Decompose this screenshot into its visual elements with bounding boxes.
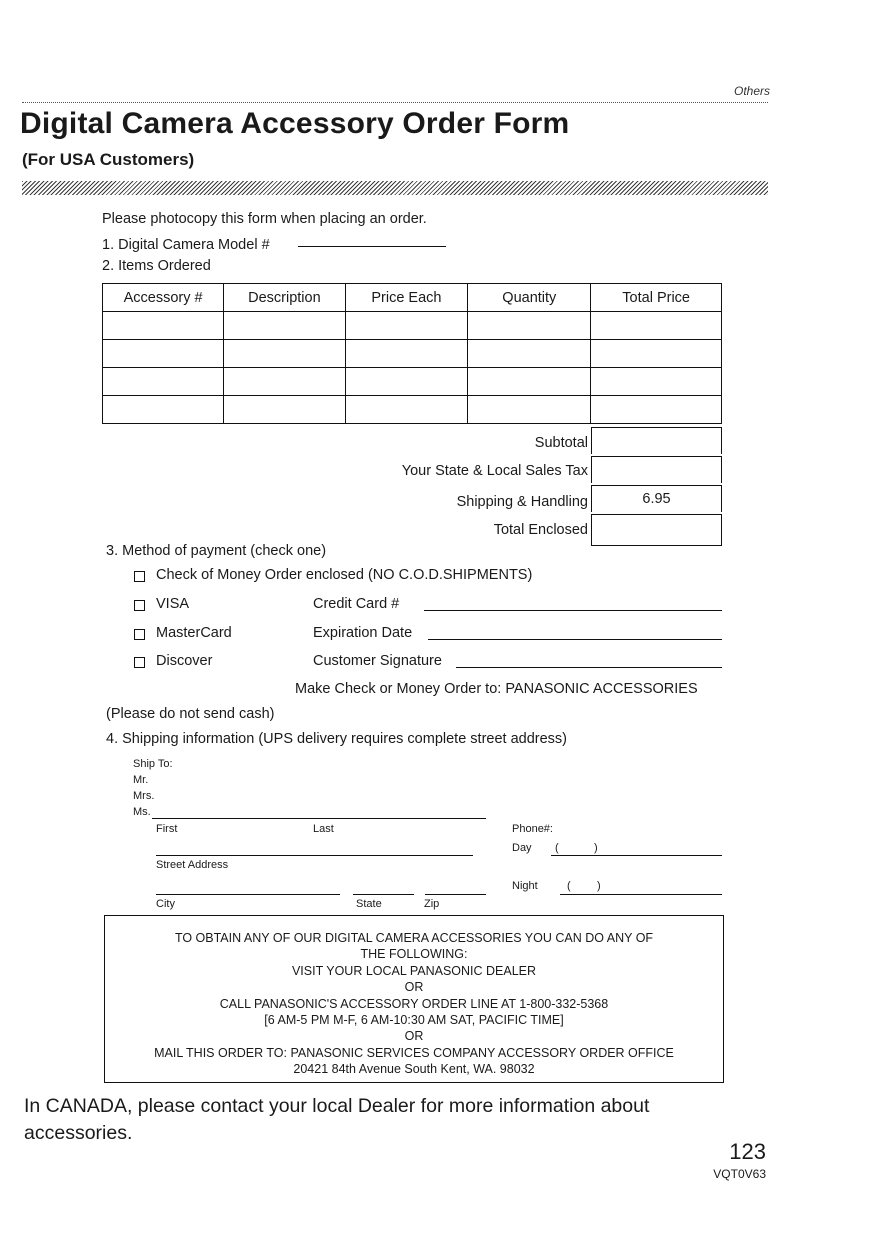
table-cell[interactable] [103, 340, 224, 368]
notice-line: MAIL THIS ORDER TO: PANASONIC SERVICES COMPANY ACCESSORY ORDER OFFICE [154, 1045, 674, 1060]
table-cell[interactable] [345, 340, 468, 368]
subtotal-label: Subtotal [534, 435, 588, 451]
model-input-line[interactable] [298, 246, 446, 247]
items-label: 2. Items Ordered [102, 258, 211, 274]
notice-line: TO OBTAIN ANY OF OUR DIGITAL CAMERA ACCESSORIES YOU CAN DO ANY OF [174, 931, 654, 945]
table-cell[interactable] [468, 312, 591, 340]
signature-input-line[interactable] [456, 667, 722, 668]
shipping-heading: 4. Shipping information (UPS delivery requires complete street address) [106, 731, 567, 747]
checkbox-mastercard[interactable] [134, 629, 145, 640]
phone-label: Phone#: [512, 823, 553, 835]
day-phone-input-line[interactable] [551, 855, 722, 856]
table-header-row [103, 284, 722, 312]
table-cell[interactable] [224, 312, 345, 340]
zip-input-line[interactable] [425, 894, 486, 895]
table-cell[interactable] [591, 396, 722, 424]
notice-line: OR [404, 980, 424, 995]
option-mastercard-label: MasterCard [156, 625, 232, 641]
table-cell[interactable] [345, 312, 468, 340]
sales-tax-label: Your State & Local Sales Tax [401, 463, 588, 479]
expiration-label: Expiration Date [313, 625, 413, 641]
page-subtitle: (For USA Customers) [22, 150, 195, 169]
salutation-mrs: Mrs. [133, 790, 155, 802]
page-title: Digital Camera Accessory Order Form [20, 107, 570, 140]
no-cash-text: (Please do not send cash) [106, 706, 275, 722]
credit-card-label: Credit Card # [313, 596, 400, 612]
total-enclosed-label: Total Enclosed [493, 522, 588, 538]
table-cell[interactable] [224, 340, 345, 368]
subtotal-field[interactable] [591, 427, 722, 454]
state-label: State [356, 898, 382, 910]
city-label: City [156, 898, 175, 910]
day-paren-close: ) [594, 842, 598, 854]
day-paren-open: ( [555, 842, 559, 854]
street-address-label: Street Address [156, 859, 229, 871]
city-input-line[interactable] [156, 894, 340, 895]
street-input-line[interactable] [156, 855, 473, 856]
day-phone-label: Day [512, 842, 532, 854]
order-notice-box [104, 915, 724, 1083]
payment-heading: 3. Method of payment (check one) [106, 543, 327, 559]
table-cell[interactable] [345, 396, 468, 424]
notice-line: CALL PANASONIC'S ACCESSORY ORDER LINE AT 1-800-332-5368 [219, 996, 609, 1011]
state-input-line[interactable] [353, 894, 414, 895]
night-paren-open: ( [567, 880, 571, 892]
notice-line: 20421 84th Avenue South Kent, WA. 98032 [293, 1062, 535, 1077]
items-table [102, 283, 722, 424]
signature-label: Customer Signature [313, 653, 442, 669]
table-cell[interactable] [591, 368, 722, 396]
zip-label: Zip [424, 898, 440, 910]
canada-note: In CANADA, please contact your local Dealer for more information about accessories. [24, 1095, 650, 1144]
option-visa-label: VISA [156, 596, 190, 612]
table-cell[interactable] [468, 368, 591, 396]
salutation-ms: Ms. [133, 806, 151, 818]
first-name-label: First [156, 823, 178, 835]
make-check-text: Make Check or Money Order to: PANASONIC ACCESSORIES [295, 681, 698, 697]
checkbox-money-order[interactable] [134, 571, 145, 582]
model-label: 1. Digital Camera Model # [102, 237, 270, 253]
checkbox-visa[interactable] [134, 600, 145, 611]
expiration-input-line[interactable] [428, 639, 722, 640]
notice-line: OR [404, 1029, 424, 1044]
total-enclosed-field[interactable] [591, 514, 722, 546]
table-row [103, 312, 722, 340]
intro-text: Please photocopy this form when placing an order. [102, 211, 427, 227]
section-label: Others [733, 84, 770, 98]
shipping-label: Shipping & Handling [456, 494, 588, 510]
table-row [103, 368, 722, 396]
sales-tax-field[interactable] [591, 456, 722, 483]
table-cell[interactable] [103, 312, 224, 340]
option-money-order-label: Check of Money Order enclosed (NO C.O.D.SHIPMENTS) [156, 567, 533, 583]
col-accessory: Accessory # [103, 284, 224, 312]
shipping-field[interactable]: 6.95 [591, 485, 722, 512]
table-cell[interactable] [103, 368, 224, 396]
name-input-line[interactable] [152, 818, 486, 819]
ship-to-label: Ship To: [133, 758, 173, 770]
notice-line: THE FOLLOWING: [360, 947, 468, 962]
col-price-each: Price Each [345, 284, 468, 312]
table-cell[interactable] [468, 340, 591, 368]
table-cell[interactable] [224, 396, 345, 424]
night-paren-close: ) [597, 880, 601, 892]
header-divider [22, 102, 768, 103]
checkbox-discover[interactable] [134, 657, 145, 668]
credit-card-input-line[interactable] [424, 610, 722, 611]
table-row [103, 340, 722, 368]
hatched-banner [22, 181, 768, 195]
document-code: VQT0V63 [713, 1167, 766, 1181]
option-discover-label: Discover [156, 653, 213, 669]
col-description: Description [224, 284, 345, 312]
night-phone-label: Night [512, 880, 538, 892]
table-cell[interactable] [468, 396, 591, 424]
col-quantity: Quantity [468, 284, 591, 312]
col-total-price: Total Price [591, 284, 722, 312]
table-cell[interactable] [591, 312, 722, 340]
page-number: 123 [729, 1139, 766, 1164]
salutation-mr: Mr. [133, 774, 149, 786]
table-cell[interactable] [103, 396, 224, 424]
table-cell[interactable] [224, 368, 345, 396]
table-cell[interactable] [591, 340, 722, 368]
table-cell[interactable] [345, 368, 468, 396]
notice-line: [6 AM-5 PM M-F, 6 AM-10:30 AM SAT, PACIFIC TIME] [264, 1013, 564, 1028]
last-name-label: Last [313, 823, 334, 835]
table-row [103, 396, 722, 424]
notice-line: VISIT YOUR LOCAL PANASONIC DEALER [291, 963, 537, 978]
night-phone-input-line[interactable] [560, 894, 722, 895]
